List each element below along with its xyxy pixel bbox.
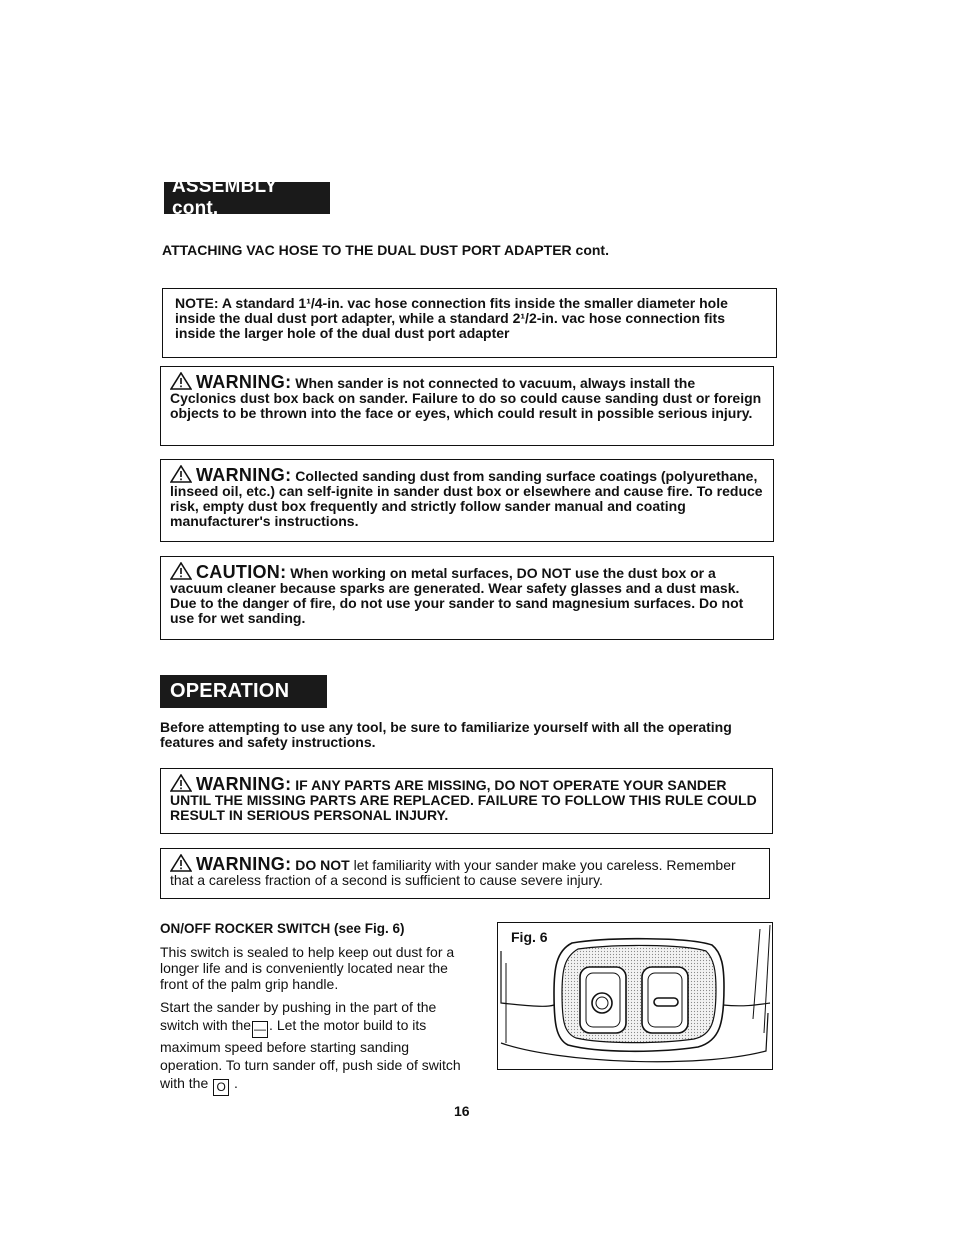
switch-paragraph-1: This switch is sealed to help keep out dust for a longer life and is conveniently located near the front of the palm grip handle. xyxy=(160,944,455,992)
caution-box xyxy=(160,556,774,640)
warning-triangle-icon xyxy=(170,774,192,792)
warning-1-text: When sander is not connected to vacuum, always install the Cyclonics dust box back on sander. Failure to do so could cause sanding dust or foreign objects to be thrown into the face or eyes, which could result in possible serious injury. xyxy=(170,375,762,421)
on-switch-symbol-icon: — xyxy=(254,1022,267,1036)
warning-triangle-icon xyxy=(170,562,192,580)
assembly-section-header xyxy=(164,176,330,219)
switch-paragraph-2-middle: . Let the motor build to its maximum speed before starting sanding operation. To turn sander off, push side of switch with the xyxy=(160,1017,461,1091)
warning-box-fire xyxy=(160,459,774,542)
warning-3-label: WARNING: xyxy=(196,774,292,794)
page-number: 16 xyxy=(454,1103,470,1119)
operation-intro: Before attempting to use any tool, be sure to familiarize yourself with all the operating features and safety instructions. xyxy=(160,719,732,750)
warning-triangle-icon xyxy=(170,854,192,872)
warning-4-bold-text: DO NOT xyxy=(295,857,350,873)
warning-triangle-icon xyxy=(170,372,192,390)
warning-1-label: WARNING: xyxy=(196,372,292,392)
warning-4-text: let familiarity with your sander make you careless. Remember that a careless fraction of a second is sufficient to cause severe injury. xyxy=(170,857,736,888)
switch-paragraph-2 xyxy=(160,998,472,1096)
operation-section-header xyxy=(160,675,327,708)
warning-box-vacuum xyxy=(160,366,774,446)
figure-6-frame xyxy=(497,922,773,1070)
warning-2-text: Collected sanding dust from sanding surface coatings (polyurethane, linseed oil, etc.) can self-ignite in sander dust box or elsewhere and cause fire. To reduce risk, empty dust box frequently and strictly follow sander manual and coating manufacturer's instructions. xyxy=(170,468,763,529)
warning-4-label: WARNING: xyxy=(196,854,292,874)
assembly-header-text: ASSEMBLY cont. xyxy=(172,176,278,219)
switch-paragraph-2-end: . xyxy=(234,1075,238,1091)
rocker-switch-illustration xyxy=(498,923,772,1069)
figure-6-label: Fig. 6 xyxy=(511,929,548,945)
note-text: NOTE: A standard 1¹/4-in. vac hose connection fits inside the smaller diameter hole inside the dual dust port adapter, while a standard 2¹/2-in. vac hose connection fits inside the larger hole of the dual dust port adapter xyxy=(175,295,728,341)
switch-section-heading: ON/OFF ROCKER SWITCH (see Fig. 6) xyxy=(160,921,405,936)
switch-paragraph-2-start: Start the sander by pushing in the part of the switch with the xyxy=(160,999,437,1033)
warning-3-text: IF ANY PARTS ARE MISSING, DO NOT OPERATE YOUR SANDER UNTIL THE MISSING PARTS ARE REPLACED. FAILURE TO FOLLOW THIS RULE COULD RESULT IN SERIOUS PERSONAL INJURY. xyxy=(170,777,757,823)
off-switch-symbol-icon: O xyxy=(213,1079,229,1096)
note-box xyxy=(162,288,777,358)
warning-triangle-icon xyxy=(170,465,192,483)
caution-label: CAUTION: xyxy=(196,562,287,582)
assembly-subheading: ATTACHING VAC HOSE TO THE DUAL DUST PORT ADAPTER cont. xyxy=(162,242,609,258)
warning-box-familiarity xyxy=(160,848,770,899)
warning-box-missing-parts xyxy=(160,768,773,834)
operation-header-text: OPERATION xyxy=(170,680,290,702)
caution-text: When working on metal surfaces, DO NOT use the dust box or a vacuum cleaner because sparks are generated. Wear safety glasses and a dust mask. Due to the danger of fire, do not use your sander to sand magnesium surfaces. Do not use for wet sanding. xyxy=(170,565,744,626)
warning-2-label: WARNING: xyxy=(196,465,292,485)
